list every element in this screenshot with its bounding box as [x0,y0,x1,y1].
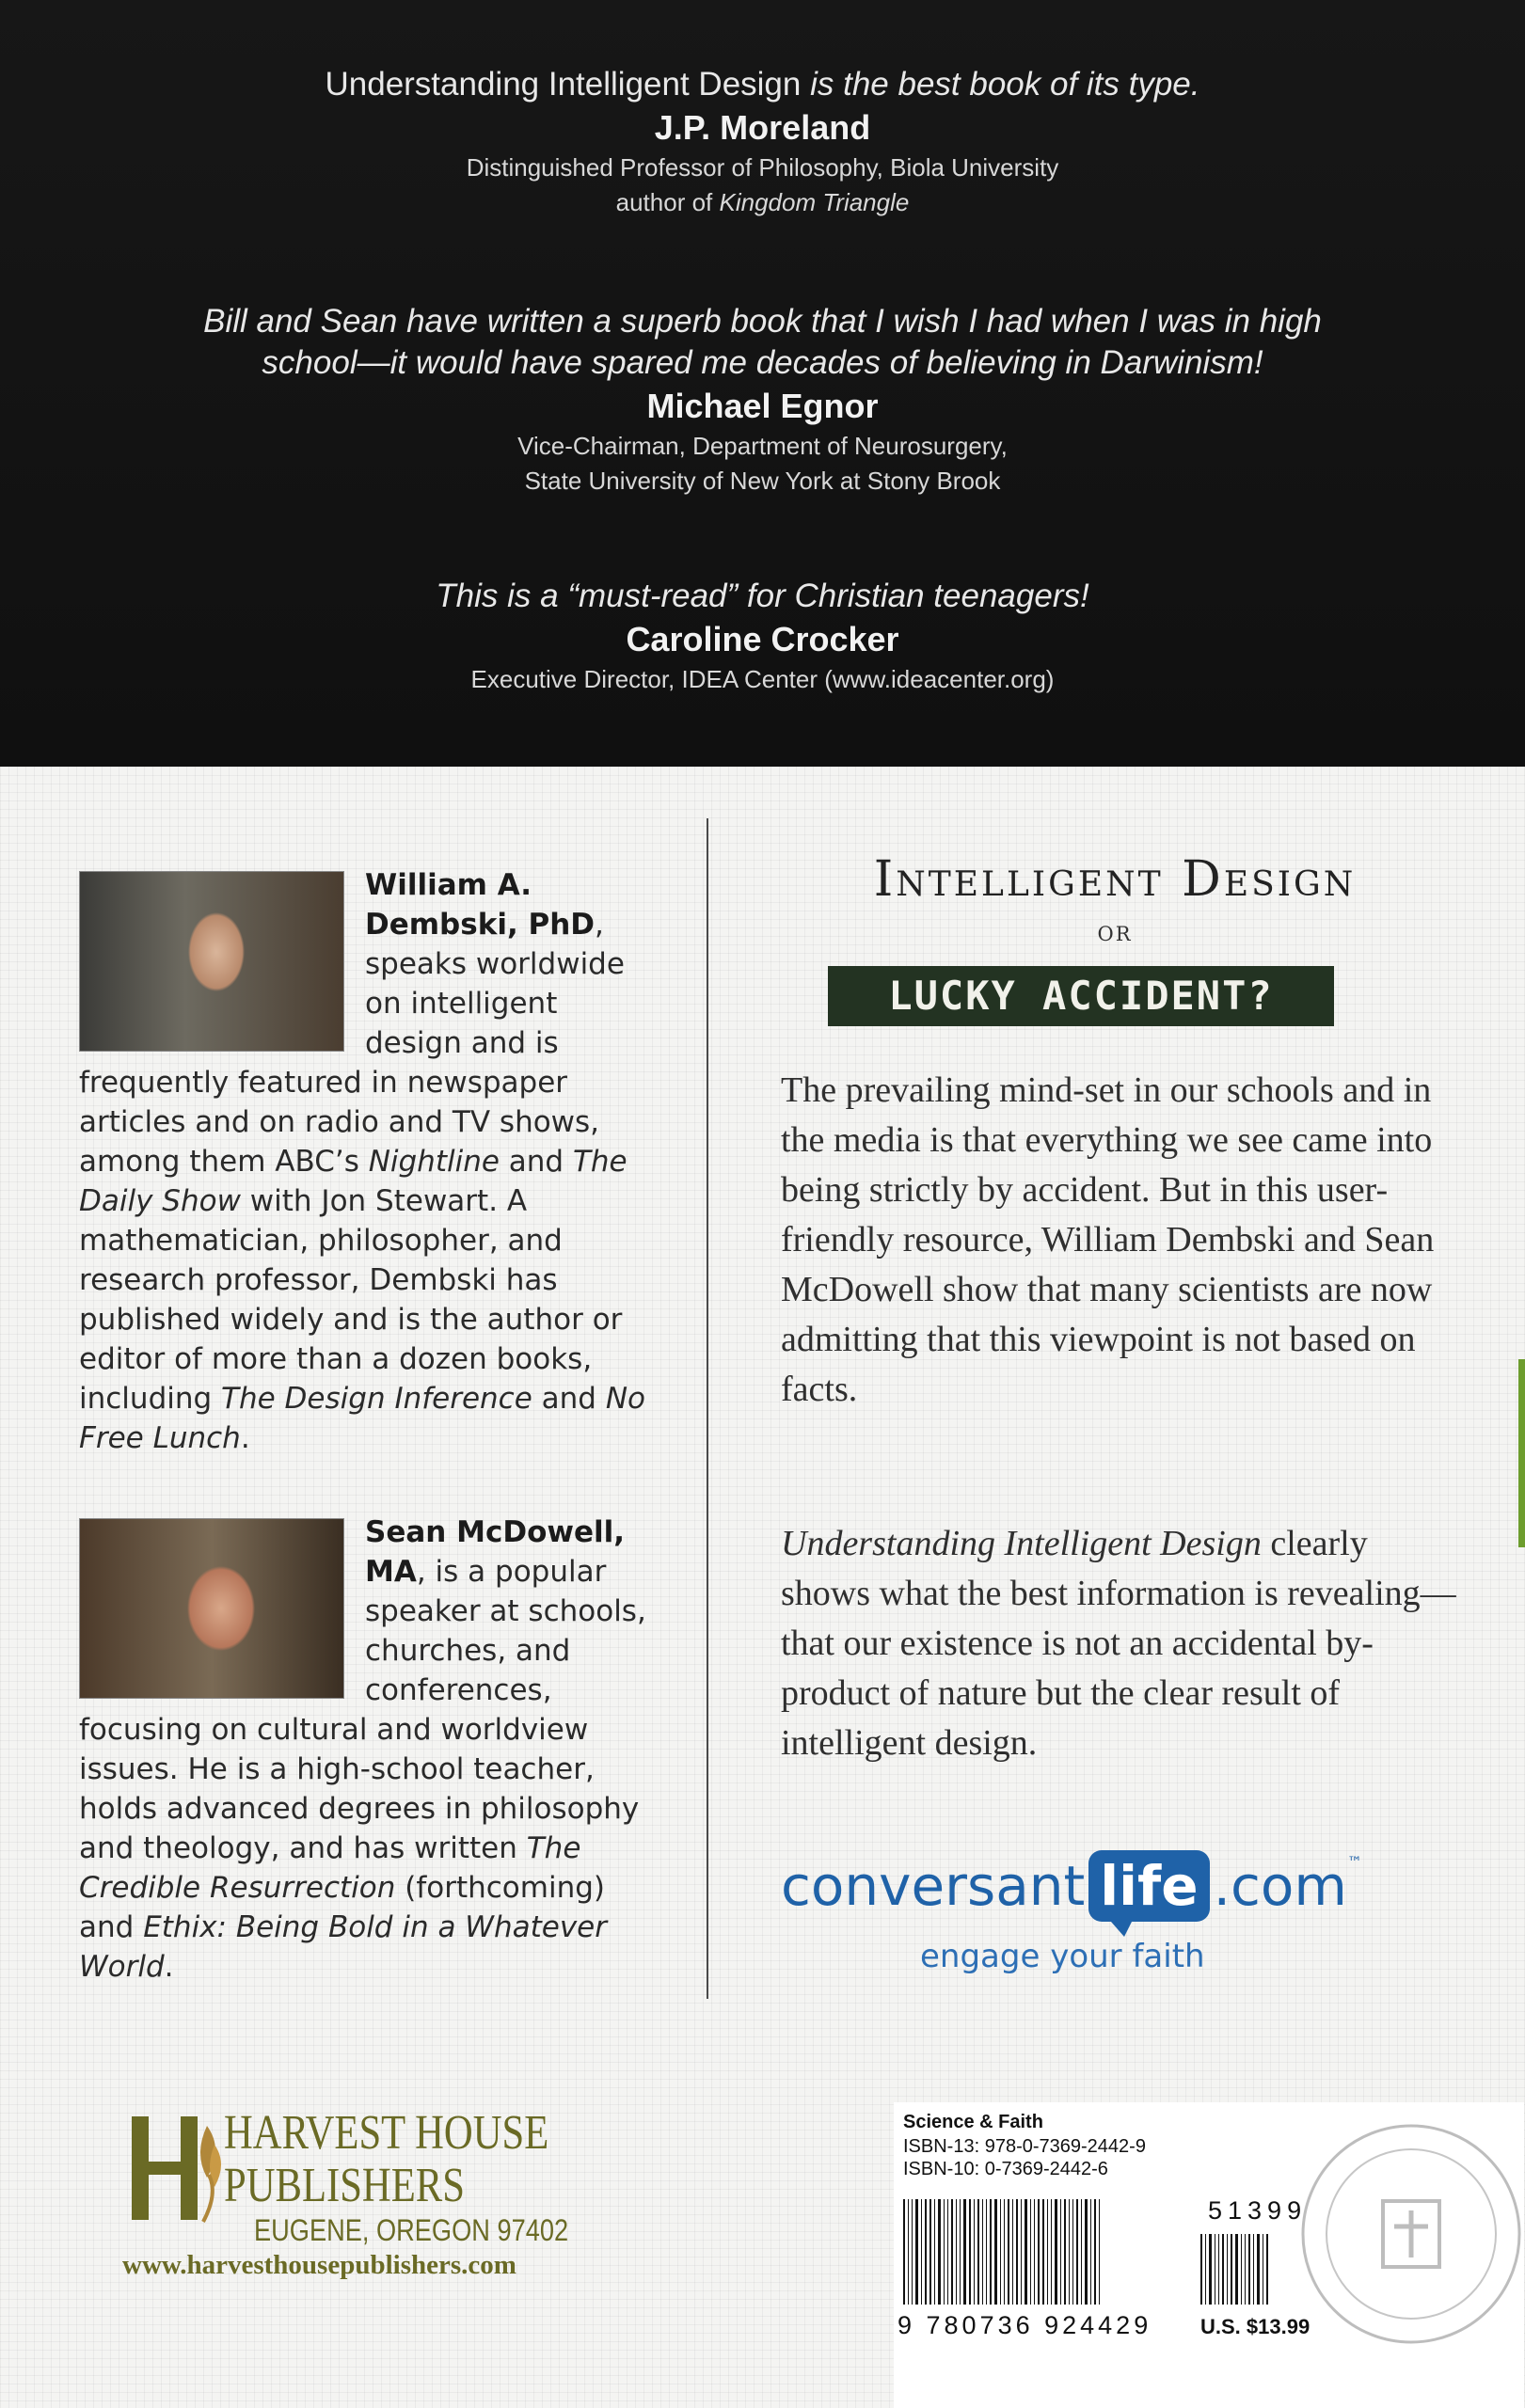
barcode-bar [1021,2199,1022,2305]
endorser-affiliation: Vice-Chairman, Department of Neurosurgery, [517,432,1008,460]
speech-bubble-icon: life [1088,1850,1209,1922]
author-bio-mcdowell: Sean McDowell, MA, is a popular speaker at schools, churches, and conferences, focusing on cultural and worldview issues. He is a high-school teacher, holds advanced degrees in philosophy and theology, and has written The Credible Resurrection (forthcoming) and Ethix: Being Bold in a Whatever World. [79,1515,646,1984]
barcode-bar [1034,2199,1035,2305]
barcode-bar [1253,2234,1254,2305]
endorser-name: J.P. Moreland [654,108,871,147]
barcode-bar [1064,2199,1066,2305]
barcode-bar [986,2199,987,2305]
barcode-bar [1076,2199,1078,2305]
publisher-block [122,2106,649,2280]
barcode-bar [1227,2234,1228,2305]
endorser-affiliation: Distinguished Professor of Philosophy, Biola University [466,153,1059,182]
barcode-bar [1205,2234,1206,2305]
barcode-bar [1004,2199,1005,2305]
barcode-bar [1094,2199,1096,2305]
endorser-affiliation: State University of New York at Stony Brook [524,467,1001,495]
bottom-section [0,767,1525,2408]
endorser-name: Michael Egnor [646,387,879,425]
description-column [743,767,1486,2018]
column-divider [707,818,708,1999]
publisher-city: EUGENE, OREGON 97402 [254,2213,569,2247]
author-name: William A. Dembski, PhD [365,868,596,942]
barcode-bar [1000,2199,1001,2305]
barcode-bar [908,2199,909,2305]
barcode-bar [977,2199,979,2305]
barcode-bar [1016,2199,1018,2305]
barcode-bar [1042,2199,1044,2305]
category-label: Science & Faith [903,2112,1043,2132]
barcode-bar [929,2199,931,2305]
barcode-bar [960,2199,961,2305]
barcode-bar [1231,2234,1232,2305]
author-photo-mcdowell [79,1518,344,1699]
barcode-bar [915,2199,918,2305]
harvest-house-logo-icon [122,2107,235,2229]
barcode-bar [1081,2199,1082,2305]
barcode-bar [1085,2199,1088,2305]
headline-title: Intelligent Design [873,851,1357,908]
barcode-bar [1257,2234,1260,2305]
barcode-bar [1060,2199,1061,2305]
barcode-bar [994,2199,997,2305]
barcode-bar [1200,2234,1202,2305]
barcode-bar [934,2199,935,2305]
barcode-addon-digits: 51399 [1208,2196,1308,2225]
endorsement-crocker [0,576,1525,697]
barcode-bar [1038,2199,1040,2305]
barcode-bar [969,2199,971,2305]
barcode-bar [1072,2199,1073,2305]
endorsement-quote: Bill and Sean have written a superb book that I wish I had when I was in high [203,303,1322,340]
barcode-bar [956,2199,957,2305]
isbn-10: ISBN-10: 0-7369-2442-6 [903,2159,1108,2179]
endorsement-quote: school—it would have spared me decades of believing in Darwinism! [262,344,1263,381]
barcode-bar [1218,2234,1219,2305]
barcode-bar [963,2199,966,2305]
endorsement-egnor [0,301,1525,499]
barcode-bar [925,2199,927,2305]
endorsement-quote: Understanding Intelligent Design is the best book of its type. [325,66,1200,103]
author-photo-dembski [79,871,344,1052]
endorser-name: Caroline Crocker [626,620,899,658]
barcode-bars [903,2199,1185,2305]
barcode-digits: 9 780736 924429 [898,2311,1152,2339]
barcode-bar [974,2199,975,2305]
barcode-bar [1248,2234,1250,2305]
price: U.S. $13.99 [1200,2315,1311,2338]
barcode-bar [1025,2199,1027,2305]
barcode-bar [1099,2199,1100,2305]
conversant-tagline: engage your faith [920,1938,1205,1975]
barcode-bar [1266,2234,1268,2305]
barcode-bar [1222,2234,1224,2305]
endorser-affiliation: author of Kingdom Triangle [615,188,910,216]
barcode-bar [921,2199,922,2305]
isbn-13: ISBN-13: 978-0-7369-2442-9 [903,2136,1146,2157]
barcode-bar [951,2199,953,2305]
barcode-bar [1069,2199,1070,2305]
barcode-bar [903,2199,905,2305]
publisher-name: HARVEST HOUSE PUBLISHERS [224,2106,549,2212]
barcode-bar [1055,2199,1057,2305]
barcode-bar [990,2199,992,2305]
barcode-bar [1030,2199,1031,2305]
barcode-bar [1241,2234,1242,2305]
barcode-bar [944,2199,945,2305]
conversant-life-logo: conversant life .com™ [781,1844,1458,1928]
barcode-bar [1012,2199,1013,2305]
author-name: Sean McDowell, MA [365,1515,626,1589]
barcode-bar [912,2199,913,2305]
endorsement-quote: This is a “must-read” for Christian teenagers! [436,578,1089,614]
endorser-affiliation: Executive Director, IDEA Center (www.ideacenter.org) [470,665,1055,693]
spine-edge [1518,1359,1525,1547]
headline-or: or [1097,915,1133,948]
endorsement-moreland [0,64,1525,220]
barcode-bar [1245,2234,1246,2305]
barcode-bar [1209,2234,1212,2305]
barcode-bar [947,2199,948,2305]
barcode-bar [1047,2199,1048,2305]
barcode-bar [982,2199,983,2305]
barcode-bar [938,2199,941,2305]
headline-banner: LUCKY ACCIDENT? [828,966,1334,1026]
barcode-bar [1090,2199,1091,2305]
description-paragraph: Understanding Intelligent Design clearly shows what the best information is revealing—that our existence is not an accidental by-product of nature but the clear result of intelligent design. [781,1524,1456,1763]
description-paragraph: The prevailing mind-set in our schools and in the media is that everything we see came into being strictly by accident. But in this user-friendly resource, William Dembski and Sean McDowell show that many scientists are now admitting that this viewpoint is not based on facts. [781,1070,1435,1409]
publisher-url: www.harvesthousepublishers.com [122,2250,516,2280]
barcode-bar [1008,2199,1009,2305]
barcode-bar [1051,2199,1052,2305]
bookstore-seal-icon [1289,2112,1525,2356]
author-bio-dembski: William A. Dembski, PhD, speaks worldwide on intelligent design and is frequently featured in newspaper articles and on radio and TV shows, among them ABC’s Nightline and The Daily Show with Jon Stewart. A mathematician, philosopher, and research professor, Dembski has published widely and is the author or editor of more than a dozen books, including The Design Inference and No Free Lunch. [79,868,645,1455]
endorsements-band [0,0,1525,767]
barcode-bar [1235,2234,1238,2305]
